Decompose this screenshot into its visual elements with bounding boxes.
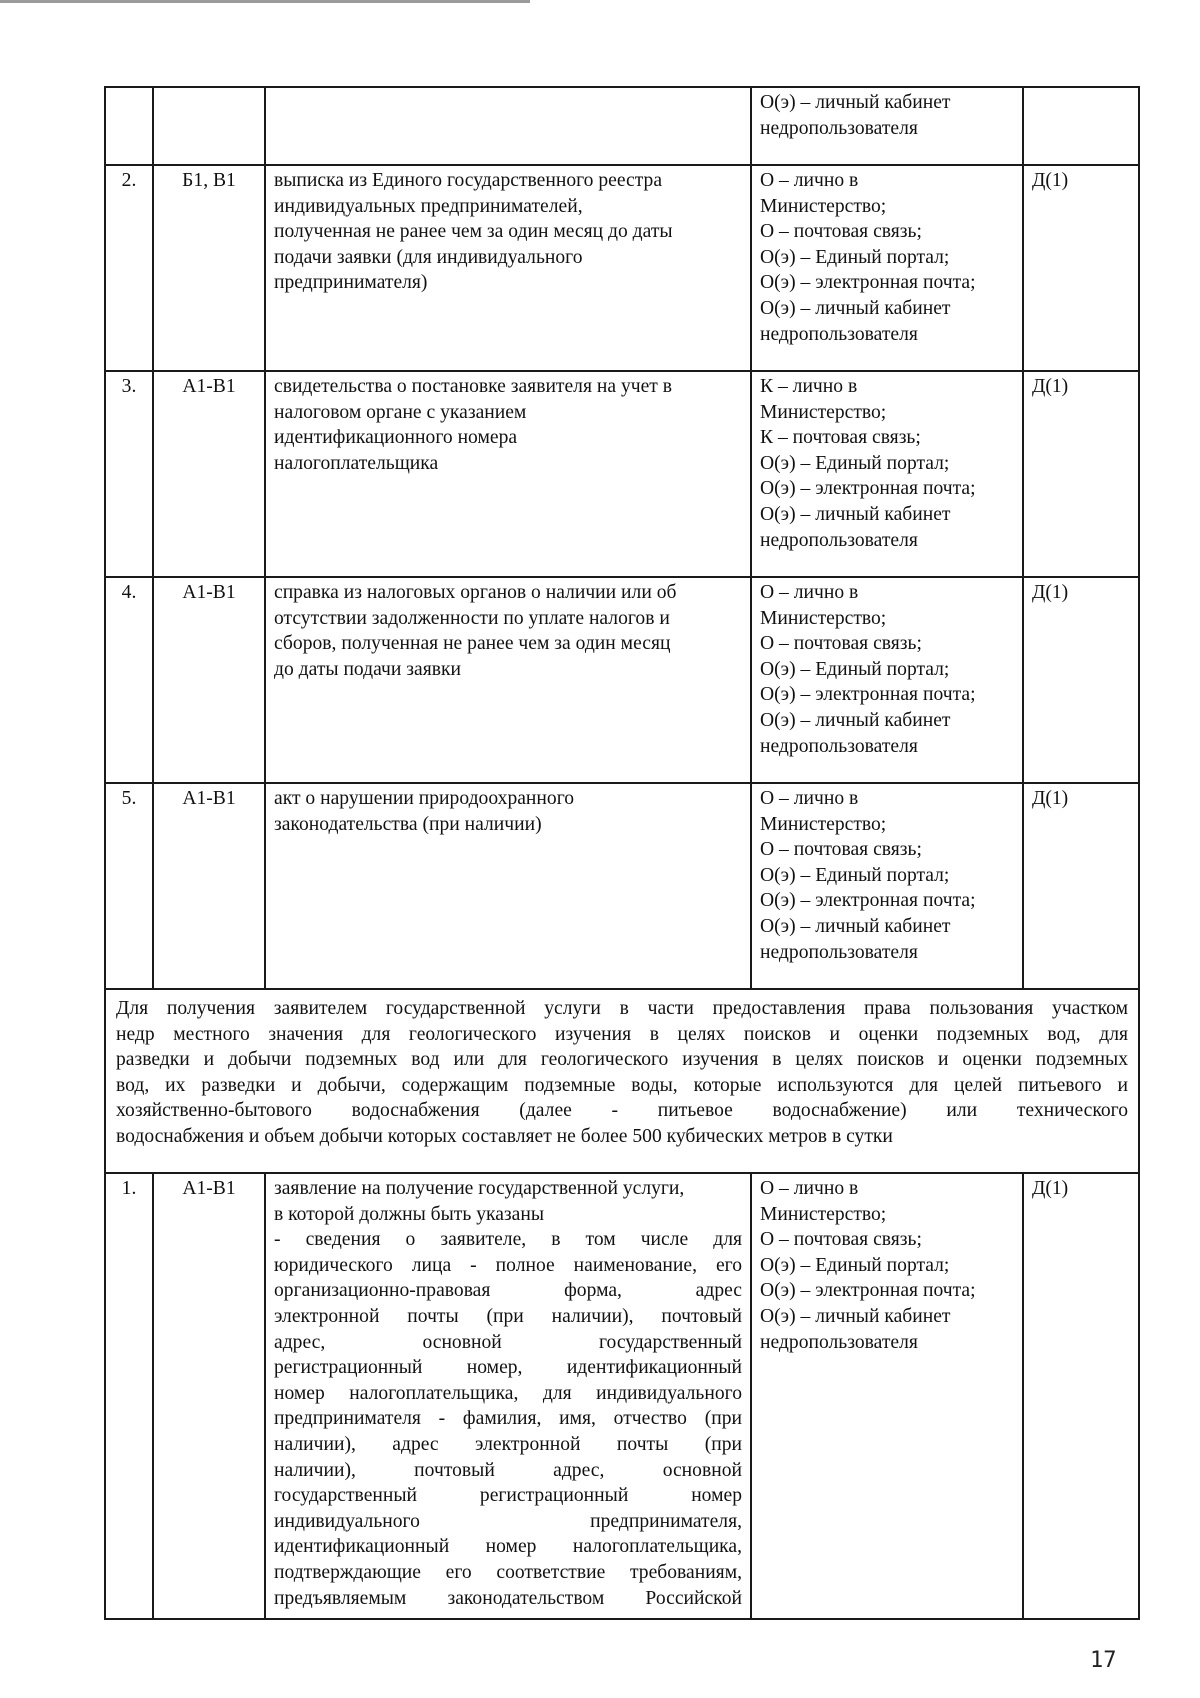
applicant-category — [153, 577, 265, 783]
text-line: заявление на получение государственной услуги, — [274, 1178, 685, 1199]
text-line: О(э) – личный кабинет — [760, 297, 951, 319]
text-line: К – почтовая связь; — [760, 427, 921, 449]
document-form — [1023, 165, 1139, 371]
submission-methods — [751, 165, 1023, 371]
cell-text: Д(1) — [1032, 582, 1069, 603]
table-row — [105, 371, 1139, 577]
cell-text: Д(1) — [1032, 788, 1069, 809]
heading-line: вод, их разведки и добычи, содержащим подземные воды, которые используются для целей питьевого и — [116, 1074, 1128, 1096]
row-number — [105, 1173, 153, 1619]
text-line: юридического лица - полное наименование, его — [274, 1254, 742, 1276]
document-description — [265, 783, 751, 989]
submission-methods — [751, 87, 1023, 165]
document-description — [265, 87, 751, 165]
text-line: О – лично в — [760, 582, 859, 603]
text-line: подтверждающие его соответствие требованиям, — [274, 1561, 742, 1583]
text-line: О(э) – электронная почта; — [760, 890, 976, 912]
text-line: О(э) – электронная почта; — [760, 684, 976, 706]
text-line: О(э) – Единый портал; — [760, 246, 950, 268]
text-line: отсутствии задолженности по уплате налогов и — [274, 607, 670, 629]
text-line: Министерство; — [760, 401, 887, 423]
documents-table — [104, 86, 1140, 1620]
applicant-category — [153, 87, 265, 165]
text-line: К – лично в — [760, 376, 858, 397]
table-row — [105, 1173, 1139, 1619]
text-line: О(э) – личный кабинет — [760, 1305, 951, 1327]
text-line: О – лично в — [760, 1178, 859, 1199]
text-line: предпринимателя - фамилия, имя, отчество (при — [274, 1408, 742, 1430]
text-line: предпринимателя) — [274, 272, 428, 294]
cell-text: 4. — [121, 582, 137, 603]
text-line: О – почтовая связь; — [760, 839, 922, 861]
table-row — [105, 577, 1139, 783]
text-line: свидетельства о постановке заявителя на учет в — [274, 376, 673, 397]
row-number — [105, 783, 153, 989]
text-line: Министерство; — [760, 195, 887, 217]
text-line: выписка из Единого государственного реестра — [274, 170, 663, 191]
submission-methods — [751, 1173, 1023, 1619]
text-line: номер налогоплательщика, для индивидуального — [274, 1382, 742, 1404]
text-line: О(э) – личный кабинет — [760, 915, 951, 937]
applicant-category — [153, 1173, 265, 1619]
cell-text: 1. — [121, 1178, 137, 1199]
applicant-category — [153, 783, 265, 989]
text-line: недропользователя — [760, 735, 918, 757]
table-body — [105, 87, 1139, 1619]
text-line: справка из налоговых органов о наличии или об — [274, 582, 677, 603]
text-line: О(э) – личный кабинет — [760, 503, 951, 525]
text-line: государственный регистрационный номер — [274, 1485, 742, 1507]
table-row — [105, 165, 1139, 371]
text-line: Министерство; — [760, 607, 887, 629]
heading-line: разведки и добычи подземных вод или для геологического изучения в целях поисков и оценки подземных — [116, 1049, 1128, 1071]
text-line: индивидуальных предпринимателей, — [274, 195, 583, 217]
text-line: О(э) – Единый портал; — [760, 864, 950, 886]
text-line: О(э) – личный кабинет — [760, 92, 951, 113]
document-form — [1023, 87, 1139, 165]
heading-line: недр местного значения для геологического изучения в целях поисков и оценки подземных вод, для — [116, 1023, 1128, 1045]
text-line: О – почтовая связь; — [760, 633, 922, 655]
text-line: О(э) – личный кабинет — [760, 709, 951, 731]
text-line: недропользователя — [760, 1331, 918, 1353]
text-line: подачи заявки (для индивидуального — [274, 246, 583, 268]
text-line: О(э) – электронная почта; — [760, 272, 976, 294]
document-description — [265, 577, 751, 783]
text-line: недропользователя — [760, 117, 918, 139]
text-line: О(э) – электронная почта; — [760, 1280, 976, 1302]
text-line: недропользователя — [760, 323, 918, 345]
document-description — [265, 165, 751, 371]
text-line: наличии), почтовый адрес, основной — [274, 1459, 742, 1481]
text-line: - сведения о заявителе, в том числе для — [274, 1229, 742, 1251]
section-heading — [105, 989, 1139, 1173]
applicant-category — [153, 371, 265, 577]
text-line: электронной почты (при наличии), почтовый — [274, 1305, 742, 1327]
document-form — [1023, 1173, 1139, 1619]
text-line: идентификационного номера — [274, 427, 518, 449]
text-line: налогоплательщика — [274, 452, 439, 474]
text-line: полученная не ранее чем за один месяц до даты — [274, 221, 673, 243]
cell-text: А1-В1 — [182, 1178, 236, 1199]
table-row — [105, 783, 1139, 989]
text-line: наличии), адрес электронной почты (при — [274, 1433, 742, 1455]
text-line: О(э) – электронная почта; — [760, 478, 976, 500]
document-form — [1023, 783, 1139, 989]
scan-edge-line — [0, 0, 530, 3]
text-line: недропользователя — [760, 941, 918, 963]
text-line: адрес, основной государственный — [274, 1331, 742, 1353]
text-line: недропользователя — [760, 529, 918, 551]
submission-methods — [751, 783, 1023, 989]
text-line: налоговом органе с указанием — [274, 401, 527, 423]
cell-text: А1-В1 — [182, 376, 236, 397]
text-line: Министерство; — [760, 813, 887, 835]
cell-text: А1-В1 — [182, 582, 236, 603]
text-line: Министерство; — [760, 1203, 887, 1225]
document-form — [1023, 577, 1139, 783]
row-number — [105, 577, 153, 783]
applicant-category — [153, 165, 265, 371]
text-line: индивидуального предпринимателя, — [274, 1510, 742, 1532]
cell-text: 3. — [121, 376, 137, 397]
text-line: акт о нарушении природоохранного — [274, 788, 575, 809]
cell-text: А1-В1 — [182, 788, 236, 809]
text-line: О(э) – Единый портал; — [760, 452, 950, 474]
heading-line: водоснабжения и объем добычи которых составляет не более 500 кубических метров в сутки — [116, 1125, 893, 1147]
row-number — [105, 371, 153, 577]
heading-line: Для получения заявителем государственной услуги в части предоставления права пользования участком — [116, 998, 1128, 1019]
text-line: О – лично в — [760, 788, 859, 809]
text-line: сборов, полученная не ранее чем за один месяц — [274, 633, 671, 655]
text-line: О(э) – Единый портал; — [760, 1254, 950, 1276]
document-form — [1023, 371, 1139, 577]
cell-text: Б1, В1 — [182, 170, 236, 191]
cell-text: Д(1) — [1032, 376, 1069, 397]
text-line: предъявляемым законодательством Российской — [274, 1587, 742, 1609]
text-line: О – почтовая связь; — [760, 221, 922, 243]
text-line: идентификационный номер налогоплательщика, — [274, 1536, 742, 1558]
row-number — [105, 87, 153, 165]
text-line: регистрационный номер, идентификационный — [274, 1357, 742, 1379]
document-description — [265, 1173, 751, 1619]
section-heading-row — [105, 989, 1139, 1173]
cell-text: Д(1) — [1032, 1178, 1069, 1199]
table-row — [105, 87, 1139, 165]
row-number — [105, 165, 153, 371]
submission-methods — [751, 371, 1023, 577]
text-line: организационно-правовая форма, адрес — [274, 1280, 742, 1302]
text-line: О – лично в — [760, 170, 859, 191]
submission-methods — [751, 577, 1023, 783]
cell-text: Д(1) — [1032, 170, 1069, 191]
cell-text: 2. — [121, 170, 137, 191]
text-line: О – почтовая связь; — [760, 1229, 922, 1251]
page-number: 17 — [1090, 1648, 1117, 1673]
text-line: законодательства (при наличии) — [274, 813, 542, 835]
document-description — [265, 371, 751, 577]
text-line: до даты подачи заявки — [274, 658, 461, 680]
cell-text: 5. — [121, 788, 137, 809]
text-line: в которой должны быть указаны — [274, 1203, 544, 1225]
heading-line: хозяйственно-бытового водоснабжения (далее - питьевое водоснабжение) или технического — [116, 1100, 1128, 1122]
text-line: О(э) – Единый портал; — [760, 658, 950, 680]
